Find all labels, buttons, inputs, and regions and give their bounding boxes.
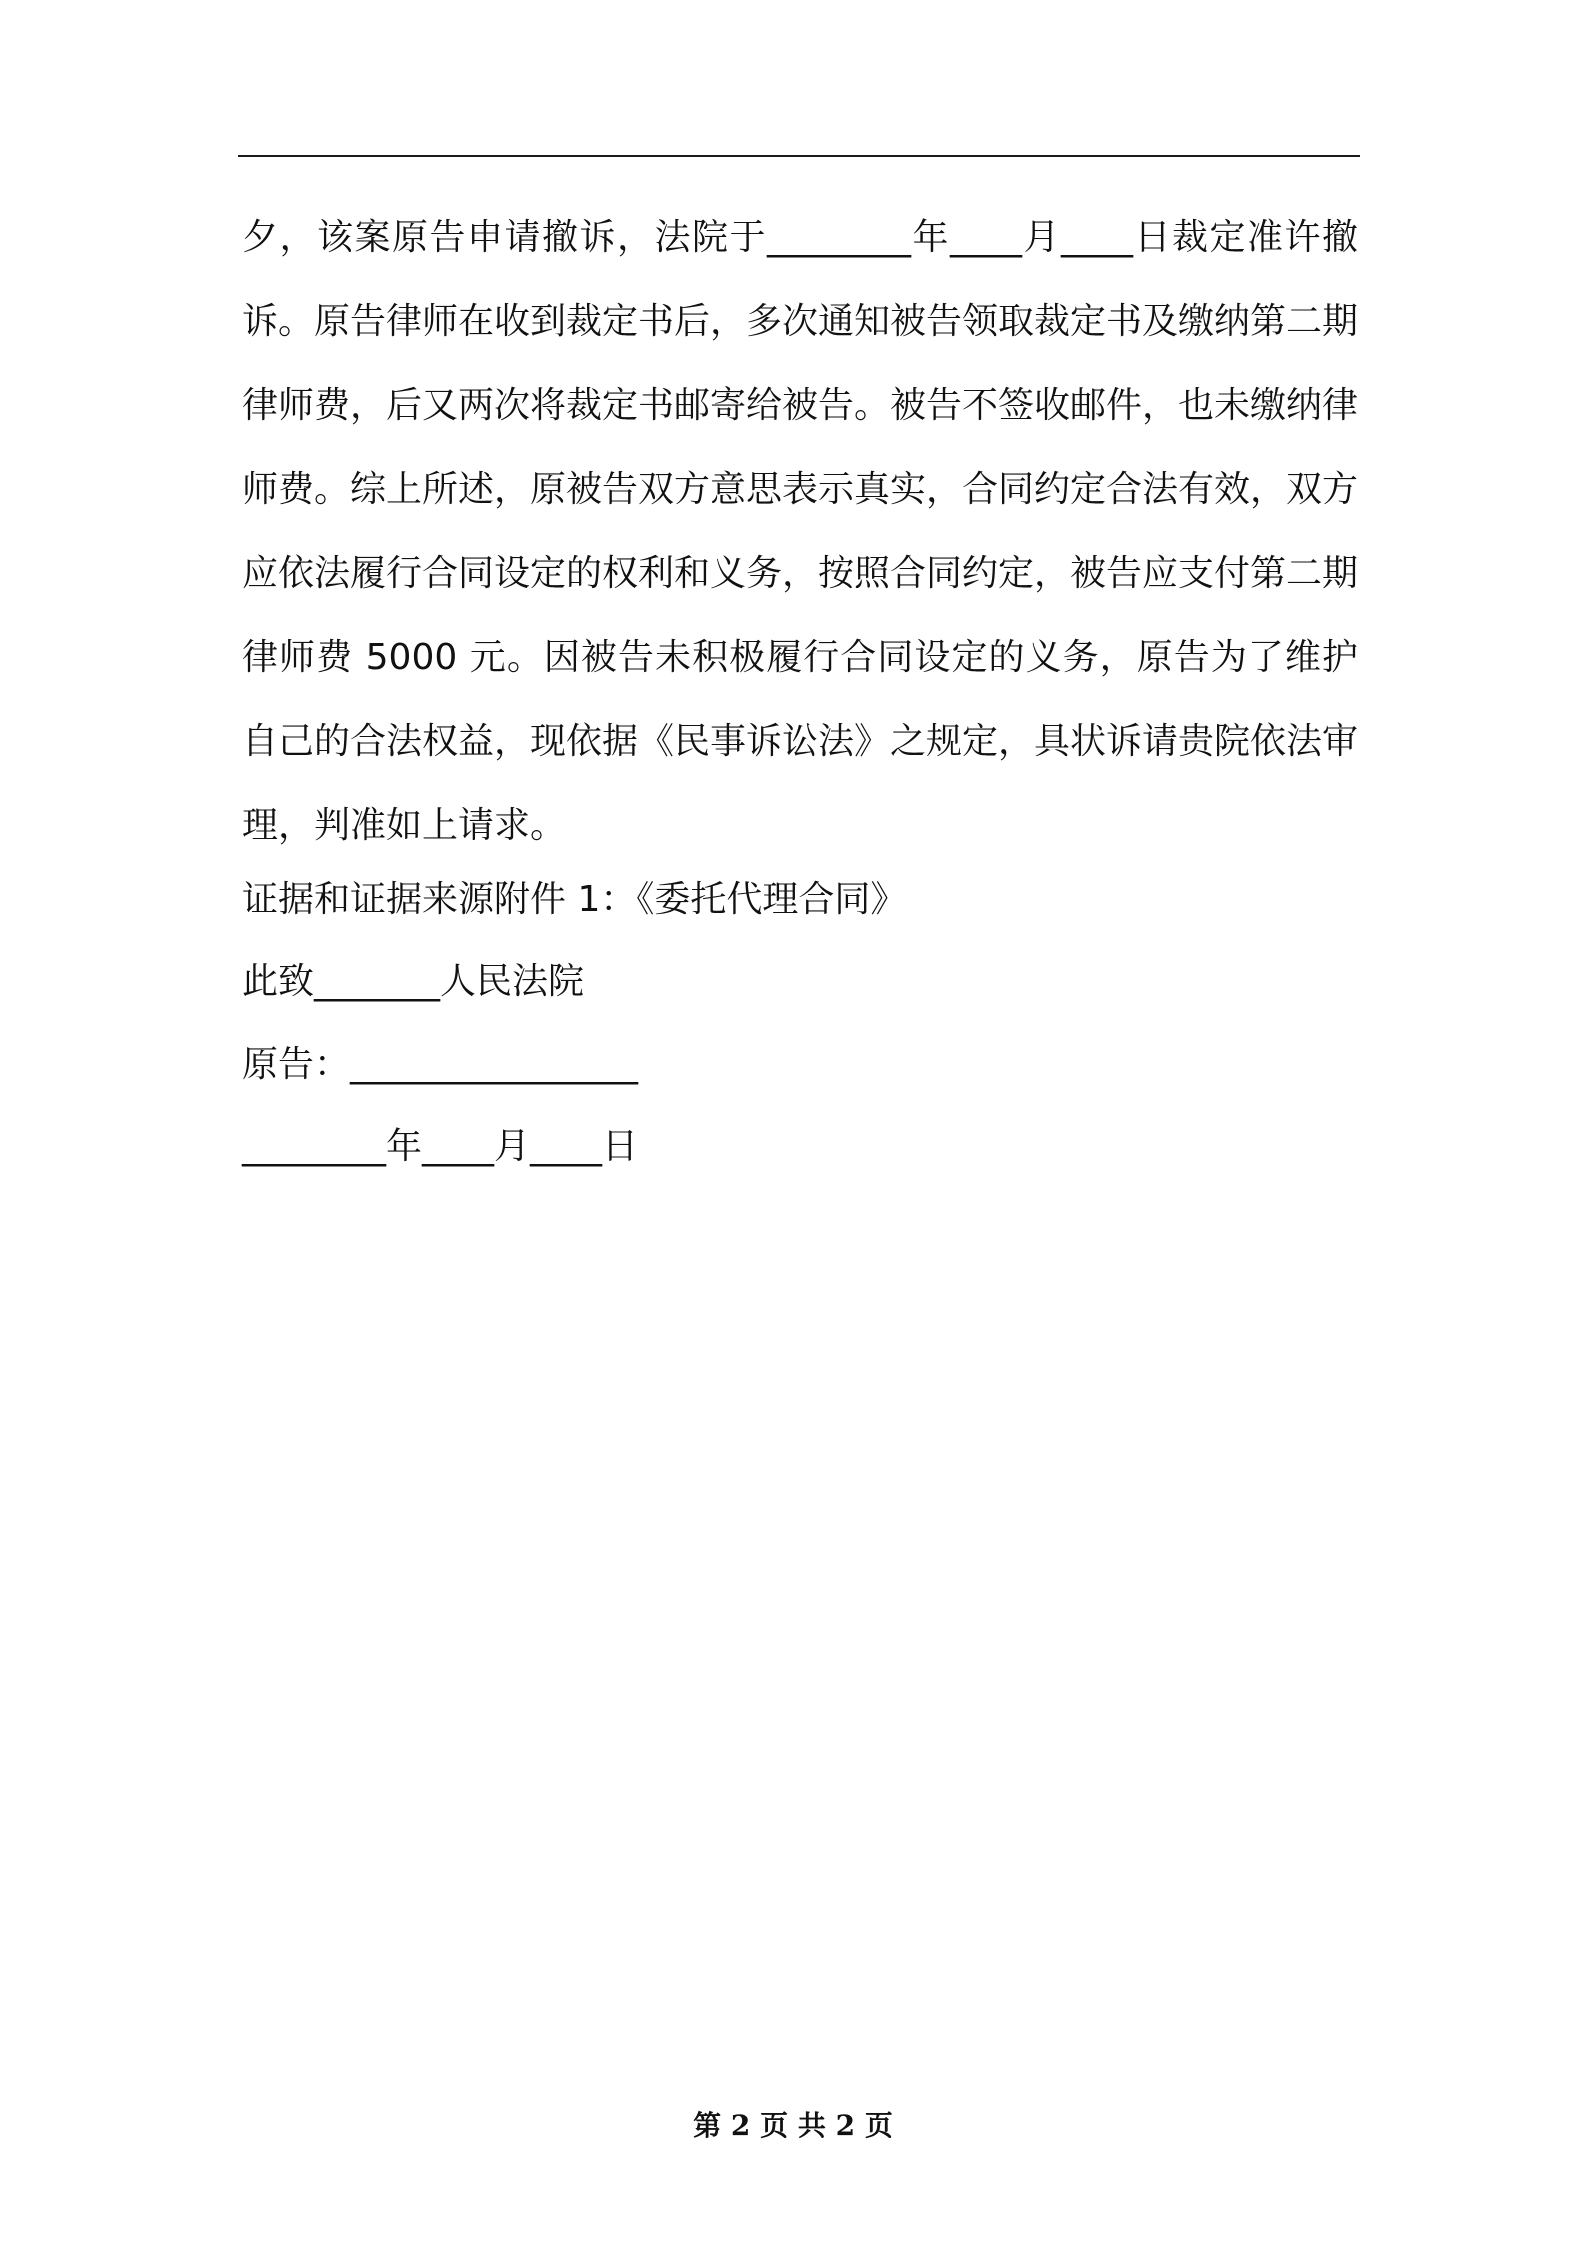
evidence-line: 证据和证据来源附件 1：《委托代理合同》: [242, 879, 907, 920]
plaintiff-signature-line: 原告：________________: [242, 1044, 639, 1085]
page-indicator: 第 2 页 共 2 页: [693, 2109, 893, 2142]
header-rule: [238, 155, 1360, 157]
body-paragraph: 夕，该案原告申请撤诉，法院于________年____月____日裁定准许撤诉。原告律师在收到裁定书后，多次通知被告领取裁定书及缴纳第二期律师费，后又两次将裁定书邮寄给被告。被告不签收邮件，也未缴纳律师费。综上所述，原被告双方意思表示真实，合同约定合法有效，双方应依法履行合同设定的权利和义务，按照合同约定，被告应支付第二期律师费 5000 元。因被告未积极履行合同设定的义务，原告为了维护自己的合法权益，现依据《民事诉讼法》之规定，具状诉请贵院依法审理，判准如上请求。: [242, 217, 1359, 846]
salutation-line: 此致_______人民法院: [242, 961, 585, 1002]
date-line: ________年____月____日: [242, 1126, 638, 1167]
